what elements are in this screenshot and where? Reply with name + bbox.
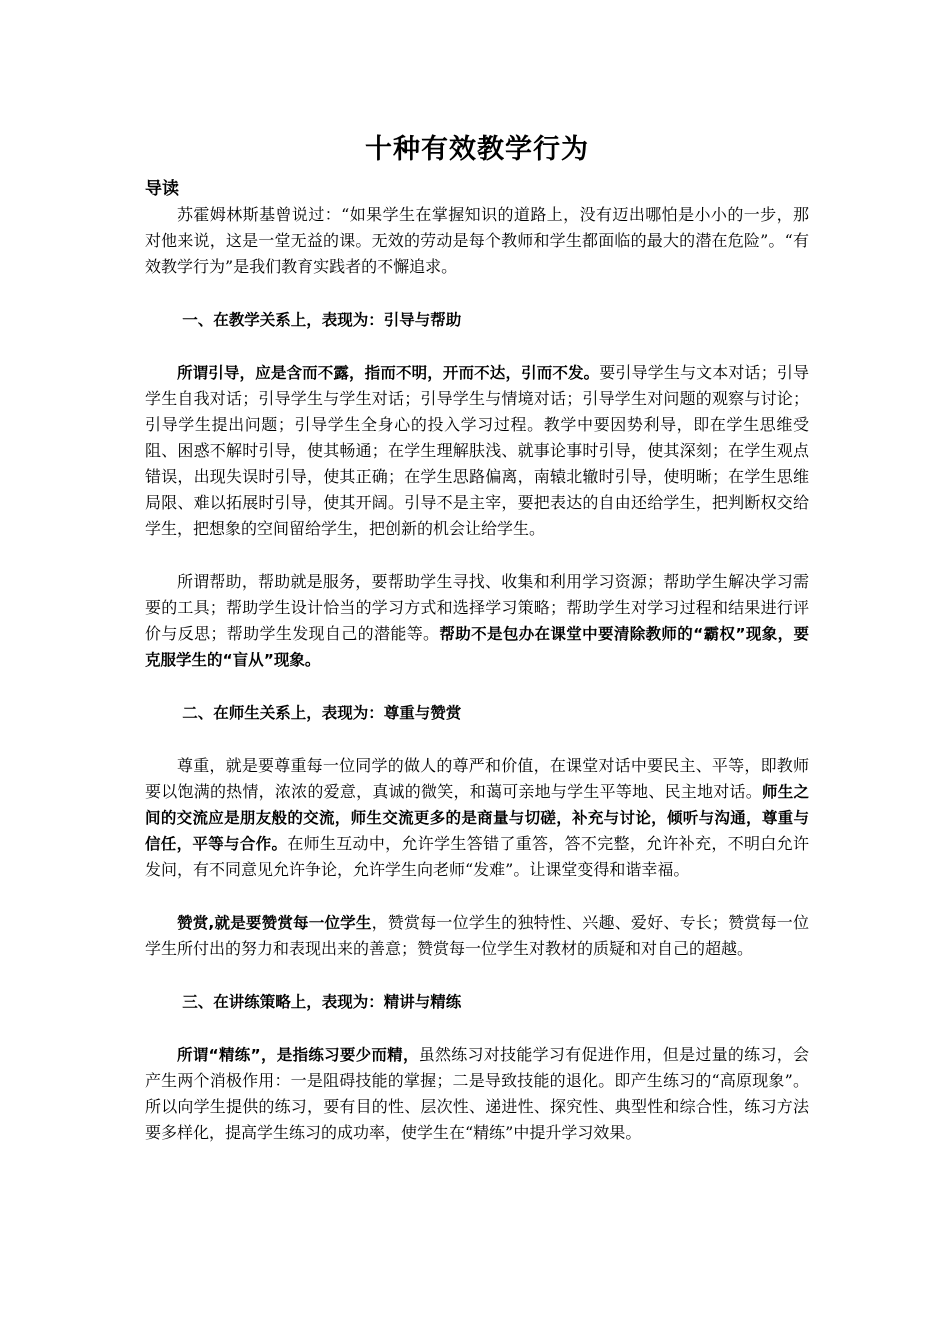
paragraph-text: 所谓帮助，帮助就是服务，要帮助学生寻找、收集和利用学习资源；帮助学生解决学习需要的工具；帮助学生设计恰当的学习方式和选择学习策略；帮助学生对学习过程和结果进行评价与反思；帮助学生发现自己的潜能等。 [145, 572, 809, 643]
section-3-heading: 三、在讲练策略上，表现为：精讲与精练 [182, 993, 462, 1011]
document-page [145, 128, 809, 1146]
bold-mid: 师生之间的交流应是朋友般的交流，师生交流更多的是商量与切磋，补充与讨论，倾听与沟通，尊重与信任，平等与合作。 [145, 783, 809, 853]
paragraph-text-after: 在师生互动中，允许学生答错了重答，答不完整，允许补充，不明白允许发问，有不同意见允许争论，允许学生向老师“发难”。让课堂变得和谐幸福。 [145, 834, 809, 879]
section-1-heading: 一、在教学关系上，表现为：引导与帮助 [182, 311, 462, 329]
spacer [145, 673, 809, 700]
spacer [145, 883, 809, 910]
paragraph-text: 要引导学生与文本对话；引导学生自我对话；引导学生与学生对话；引导学生与情境对话；引导学生对问题的观察与讨论；引导学生提出问题；引导学生全身心的投入学习过程。教学中要因势利导，即在学生思维受阻、困惑不解时引导，使其畅通；在学生理解肤浅、就事论事时引导，使其深刻；在学生观点错误，出现失误时引导，使其正确；在学生思路偏离，南辕北辙时引导，使明晰；在学生思维局限、难以拓展时引导，使其开阔。引导不是主宰，要把表达的自由还给学生，把判断权交给学生，把想象的空间留给学生，把创新的机会让给学生。 [145, 363, 809, 538]
bold-lead: 所谓“精练”，是指练习要少而精， [177, 1046, 419, 1064]
bold-tail: 帮助不是包办在课堂中要清除教师的“霸权”现象，要克服学生的“盲从”现象。 [145, 625, 809, 669]
section-1-paragraph-1 [145, 360, 809, 542]
section-3-paragraph-1 [145, 1042, 809, 1146]
spacer [145, 962, 809, 989]
intro-paragraph: 苏霍姆林斯基曾说过：“如果学生在掌握知识的道路上，没有迈出哪怕是小小的一步，那对他来说，这是一堂无益的课。无效的劳动是每个教师和学生都面临的最大的潜在危险”。“有效教学行为”是我们教育实践者的不懈追求。 [145, 205, 809, 276]
spacer [145, 280, 809, 307]
paragraph-text: ，赞赏每一位学生的独特性、兴趣、爱好、专长；赞赏每一位学生所付出的努力和表现出来的善意；赞赏每一位学生对教材的质疑和对自己的超越。 [145, 913, 809, 958]
document-title: 十种有效教学行为 [365, 134, 589, 165]
section-2-heading: 二、在师生关系上，表现为：尊重与赞赏 [182, 704, 462, 722]
bold-lead: 赞赏,就是要赞赏每一位学生 [177, 914, 372, 932]
section-1-paragraph-2 [145, 569, 809, 673]
spacer [145, 542, 809, 569]
spacer [145, 1015, 809, 1042]
bold-lead: 所谓引导，应是含而不露，指而不明，开而不达，引而不发。 [177, 364, 600, 382]
spacer [145, 726, 809, 753]
section-2-paragraph-1 [145, 753, 809, 883]
section-2-paragraph-2 [145, 910, 809, 962]
intro-heading: 导读 [145, 179, 179, 199]
spacer [145, 333, 809, 360]
paragraph-text: 尊重，就是要尊重每一位同学的做人的尊严和价值，在课堂对话中要民主、平等，即教师要以饱满的热情，浓浓的爱意，真诚的微笑，和蔼可亲地与学生平等地、民主地对话。 [145, 756, 809, 801]
paragraph-text: 虽然练习对技能学习有促进作用，但是过量的练习，会产生两个消极作用：一是阻碍技能的掌握；二是导致技能的退化。即产生练习的“高原现象”。所以向学生提供的练习，要有目的性、层次性、递进性、探究性、典型性和综合性，练习方法要多样化，提高学生练习的成功率，使学生在“精练”中提升学习效果。 [145, 1045, 809, 1142]
